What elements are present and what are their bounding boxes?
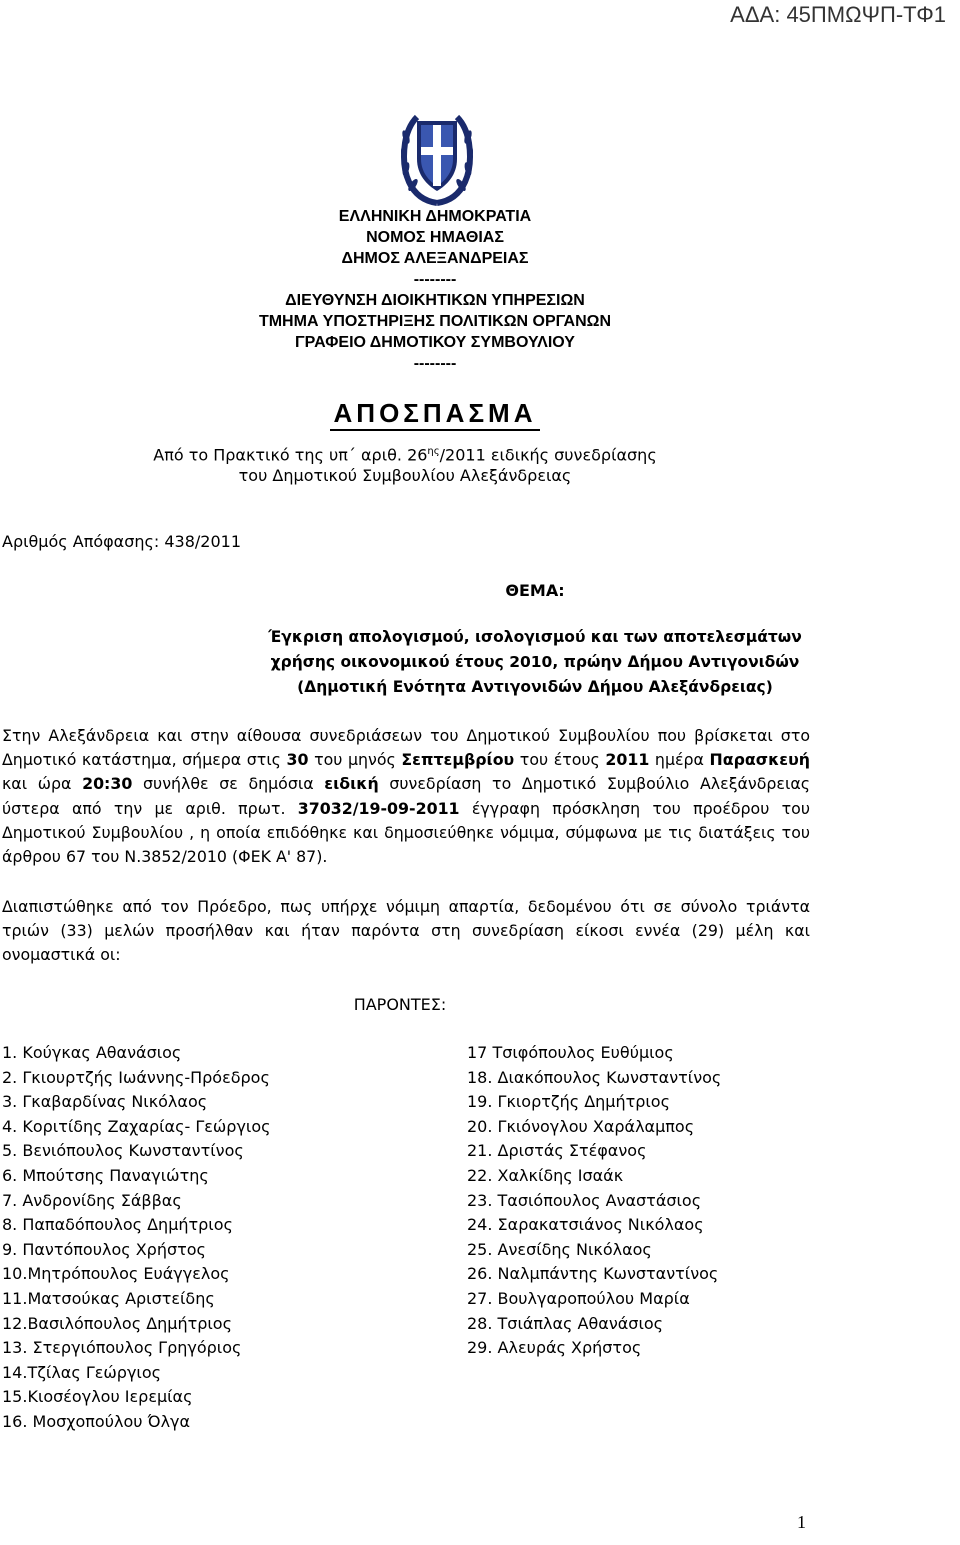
header-separator: --------: [413, 355, 457, 372]
header-municipality: ΔΗΜΟΣ ΑΛΕΞΑΝΔΡΕΙΑΣ: [341, 250, 529, 267]
header-department: ΤΜΗΜΑ ΥΠΟΣΤΗΡΙΞΗΣ ΠΟΛΙΤΙΚΩΝ ΟΡΓΑΝΩΝ: [258, 313, 612, 330]
list-item: 12.Βασιλόπουλος Δημήτριος: [2, 1313, 232, 1333]
header-republic: ΕΛΛΗΝΙΚΗ ΔΗΜΟΚΡΑΤΙΑ: [338, 208, 532, 225]
list-item: 7. Ανδρονίδης Σάββας: [2, 1190, 182, 1210]
ada-code: ΑΔΑ: 45ΠΜΩΨΠ-ΤΦ1: [730, 2, 946, 27]
present-list-right: [467, 1041, 721, 1361]
list-item: 21. Δριστάς Στέφανος: [467, 1141, 647, 1161]
list-item: 26. Ναλμπάντης Κωνσταντίνος: [467, 1264, 719, 1284]
list-item: 22. Χαλκίδης Ισαάκ: [467, 1165, 624, 1185]
document-title: ΑΠΟΣΠΑΣΜΑ: [0, 398, 870, 429]
list-item: 11.Ματσούκας Αριστείδης: [2, 1288, 215, 1308]
list-item: 10.Μητρόπουλος Ευάγγελος: [2, 1264, 230, 1284]
present-list-left: [2, 1041, 271, 1435]
list-item: 13. Στεργιόπουλος Γρηγόριος: [2, 1338, 242, 1358]
present-label: ΠΑΡΟΝΤΕΣ:: [353, 995, 447, 1014]
header-office: ΓΡΑΦΕΙΟ ΔΗΜΟΤΙΚΟΥ ΣΥΜΒΟΥΛΙΟΥ: [295, 334, 575, 351]
page-number: 1: [797, 1512, 806, 1532]
meeting-paragraph: Στην Αλεξάνδρεια και στην αίθουσα συνεδριάσεων του Δημοτικού Συμβουλίου που βρίσκεται στο Δημοτικό κατάστημα, σήμερα στις 30 του μηνός Σεπτεμβρίου του έτους 2011 ημέρα Παρασκευή και ώρα 20:30 συνήλθε σε δημόσια ειδική συνεδρίαση το Δημοτικό Συμβούλιο Αλεξάνδρειας ύστερα από την με αριθ. πρωτ. 37032/19-09-2011 έγγραφη πρόσκληση του προέδρου του Δημοτικού Συμβουλίου , η οποία επιδόθηκε και δημοσιεύθηκε νόμιμα, σύμφωνα με τις διατάξεις του άρθρου 67 του Ν.3852/2010 (ΦΕΚ Α' 87).: [2, 726, 811, 867]
list-item: 24. Σαρακατσιάνος Νικόλαος: [467, 1215, 704, 1235]
list-item: 5. Βενιόπουλος Κωνσταντίνος: [2, 1141, 244, 1161]
list-item: 29. Αλευράς Χρήστος: [467, 1338, 642, 1358]
decision-number: Αριθμός Απόφασης: 438/2011: [2, 532, 242, 551]
list-item: 3. Γκαβαρδίνας Νικόλαος: [2, 1092, 208, 1112]
list-item: 18. Διακόπουλος Κωνσταντίνος: [467, 1067, 722, 1087]
list-item: 19. Γκιορτζής Δημήτριος: [467, 1092, 670, 1112]
subject-label: ΘΕΜΑ:: [505, 581, 565, 600]
list-item: 1. Κούγκας Αθανάσιος: [2, 1043, 182, 1062]
list-item: 28. Τσιάπλας Αθανάσιος: [467, 1313, 664, 1333]
subject-text: Έγκριση απολογισμού, ισολογισμού και των αποτελεσμάτων χρήσης οικονομικού έτους 2010, πρώην Δήμου Αντιγονιδών (Δημοτική Ενότητα Αντιγονιδών Δήμου Αλεξάνδρειας): [268, 628, 802, 696]
list-item: 17 Τσιφόπουλος Ευθύμιος: [467, 1043, 674, 1062]
header-prefecture: ΝΟΜΟΣ ΗΜΑΘΙΑΣ: [366, 229, 504, 246]
list-item: 4. Κοριτίδης Ζαχαρίας- Γεώργιος: [2, 1116, 271, 1136]
list-item: 23. Τασιόπουλος Αναστάσιος: [467, 1190, 702, 1210]
minutes-reference: Από το Πρακτικό της υπ΄ αριθ. $26^{\eta\varsigma}/2011$ ειδικής συνεδρίασης: [153, 445, 657, 465]
list-item: 6. Μπούτσης Παναγιώτης: [2, 1165, 209, 1185]
header-separator: --------: [413, 271, 457, 288]
list-item: 2. Γκιουρτζής Ιωάννης-Πρόεδρος: [2, 1067, 270, 1087]
list-item: 20. Γκιόνογλου Χαράλαμπος: [467, 1116, 695, 1136]
list-item: 14.Τζίλας Γεώργιος: [2, 1362, 162, 1382]
minutes-reference-line2: του Δημοτικού Συμβουλίου Αλεξάνδρειας: [238, 466, 572, 485]
list-item: 8. Παπαδόπουλος Δημήτριος: [2, 1215, 233, 1235]
list-item: 15.Κιοσέογλου Ιερεμίας: [2, 1387, 193, 1407]
greek-coat-of-arms-icon: [397, 107, 477, 207]
list-item: 27. Βουλγαροπούλου Μαρία: [467, 1288, 690, 1308]
list-item: 16. Μοσχοπούλου Όλγα: [2, 1411, 191, 1431]
quorum-paragraph: Διαπιστώθηκε από τον Πρόεδρο, πως υπήρχε νόμιμη απαρτία, δεδομένου ότι σε σύνολο τριάντα τριών (33) μελών προσήλθαν και ήταν παρόντα στη συνεδρίαση είκοσι εννέα (29) μέλη και ονομαστικά οι:: [2, 897, 810, 965]
header-directorate: ΔΙΕΥΘΥΝΣΗ ΔΙΟΙΚΗΤΙΚΩΝ ΥΠΗΡΕΣΙΩΝ: [285, 292, 585, 309]
list-item: 25. Ανεσίδης Νικόλαος: [467, 1239, 652, 1259]
list-item: 9. Παντόπουλος Χρήστος: [2, 1239, 206, 1259]
